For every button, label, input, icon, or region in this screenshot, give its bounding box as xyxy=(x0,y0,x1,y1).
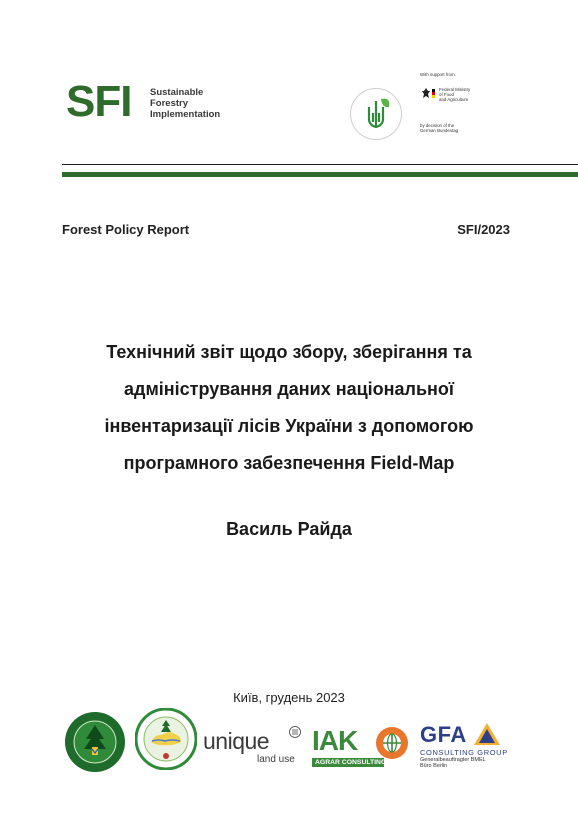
ministry-line-1: Federal Ministry xyxy=(439,87,471,92)
title-line-2: адміністрування даних національної xyxy=(124,379,454,399)
sfi-subtitle-line-2: Forestry xyxy=(150,98,189,109)
iak-globe-icon xyxy=(374,725,410,761)
gfa-subtitle: CONSULTING GROUP xyxy=(420,748,508,757)
header-divider-thin xyxy=(62,164,578,165)
bundestag-line-2: German Bundestag xyxy=(420,128,459,133)
author-name: Василь Райда xyxy=(226,519,352,539)
ministry-name xyxy=(439,87,470,102)
sfi-subtitle-line-3: Implementation xyxy=(150,109,221,120)
gfa-line-1: Generalbeauftragter BMEL xyxy=(420,757,486,763)
sfi-logo-subtitle xyxy=(150,87,220,120)
gfa-consulting-group-logo xyxy=(420,724,508,769)
report-series: Forest Policy Report xyxy=(62,222,190,237)
bundestag-text xyxy=(420,123,458,133)
forest-agency-seal-icon xyxy=(64,711,126,773)
unique-wordmark: unique xyxy=(203,728,270,754)
place-date: Київ, грудень 2023 xyxy=(233,690,345,705)
unique-mark-icon xyxy=(289,726,301,738)
german-ministry-block xyxy=(420,72,510,136)
header-divider-thick xyxy=(62,172,578,177)
ministry-line-2: of Food xyxy=(439,92,454,97)
support-from-text: With support from xyxy=(420,72,455,77)
federal-eagle-icon xyxy=(422,88,430,99)
forestry-institute-seal xyxy=(135,708,197,770)
trident-leaf-icon xyxy=(351,89,401,139)
ukraine-forestry-emblem xyxy=(350,88,402,140)
forestry-institute-seal-icon xyxy=(135,708,197,770)
title-line-3: інвентаризації лісів України з допомогою xyxy=(104,416,474,436)
gfa-line-2: Büro Berlin xyxy=(420,763,448,769)
sfi-logo-text: SFI xyxy=(66,77,132,126)
iak-subtitle: AGRAR CONSULTING xyxy=(312,758,384,767)
unique-subtitle: land use xyxy=(257,754,295,765)
ministry-line-3: and Agriculture xyxy=(439,97,469,102)
german-flag-icon xyxy=(432,89,435,98)
forest-agency-seal xyxy=(64,711,126,773)
gfa-wordmark: GFA xyxy=(420,722,467,747)
gfa-triangle-icon xyxy=(474,723,500,745)
sfi-subtitle-line-1: Sustainable xyxy=(150,87,204,98)
document-title xyxy=(62,334,516,482)
title-line-1: Технічний звіт щодо збору, зберігання та xyxy=(106,342,472,362)
unique-land-use-logo xyxy=(203,730,295,765)
title-line-4: програмного забезпечення Field-Map xyxy=(123,453,455,473)
report-code: SFI/2023 xyxy=(457,222,510,237)
iak-wordmark: IAK xyxy=(312,725,358,756)
bundestag-line-1: by decision of the xyxy=(420,123,455,128)
iak-agrar-consulting-logo xyxy=(312,725,387,767)
